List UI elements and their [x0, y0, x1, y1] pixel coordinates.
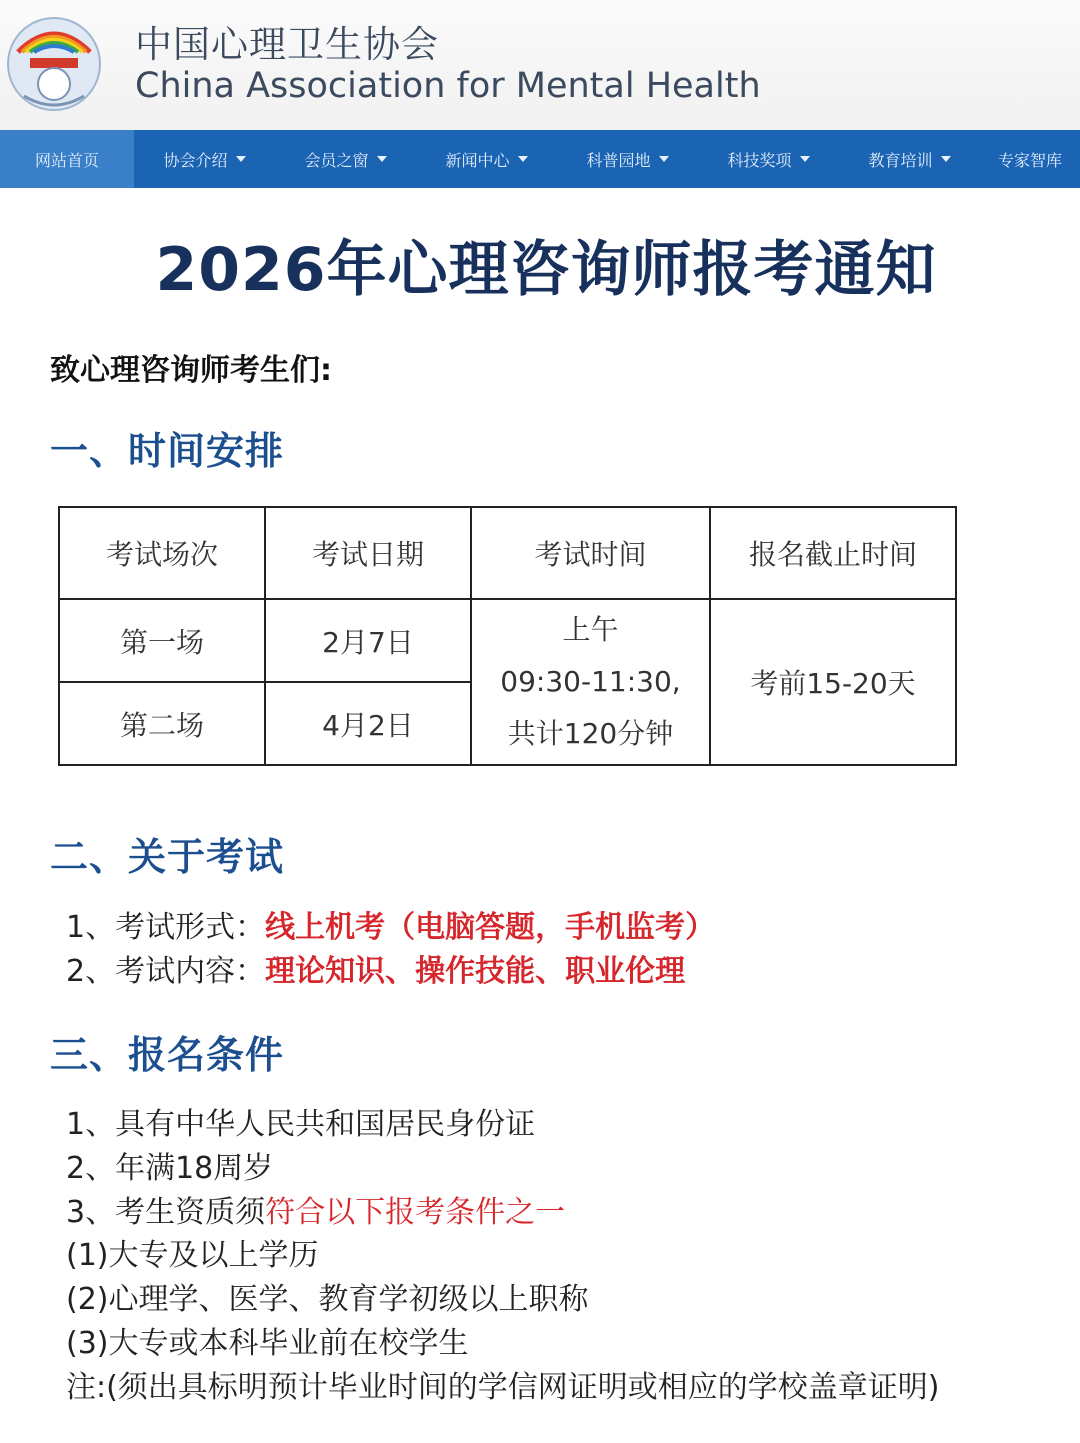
- nav-item-news[interactable]: [416, 130, 557, 188]
- nav-item-label: 专家智库: [997, 150, 1062, 170]
- column-header: 考试时间: [471, 507, 710, 599]
- nav-item-about[interactable]: [134, 130, 275, 188]
- exam-time-line: 共计120分钟: [507, 717, 674, 750]
- list-item: 2、年满18周岁: [66, 1151, 274, 1186]
- item-value: 线上机考（电脑答题，手机监考）: [265, 910, 716, 945]
- table-header-row: [59, 507, 956, 599]
- nav-item-science[interactable]: [557, 130, 698, 188]
- page-title: 2026年心理咨询师报考通知: [155, 235, 937, 305]
- chevron-down-icon: [941, 156, 951, 162]
- org-name-en: China Association for Mental Health: [135, 66, 761, 106]
- chevron-down-icon: [659, 156, 669, 162]
- item-label: 3、考生资质须: [66, 1195, 266, 1230]
- nav-item-label: 网站首页: [34, 150, 99, 170]
- section-heading-requirements: 三、报名条件: [50, 1033, 285, 1077]
- nav-item-label: 协会介绍: [163, 150, 228, 170]
- association-emblem-icon[interactable]: [4, 12, 104, 116]
- nav-item-experts[interactable]: [980, 130, 1080, 188]
- column-header: 报名截止时间: [710, 507, 956, 599]
- nav-item-label: 新闻中心: [445, 150, 510, 170]
- greeting: 致心理咨询师考生们:: [50, 353, 332, 388]
- section-heading-exam: 二、关于考试: [50, 835, 285, 879]
- list-item: [66, 906, 715, 950]
- list-item: (1)大专及以上学历: [66, 1238, 319, 1273]
- list-item: (3)大专或本科毕业前在校学生: [66, 1326, 469, 1361]
- item-value: 理论知识、操作技能、职业伦理: [265, 954, 686, 989]
- exam-time-line: 09:30-11:30,: [500, 665, 681, 698]
- session-cell: 第二场: [59, 682, 265, 765]
- exam-info-list: [66, 906, 715, 994]
- list-item: (2)心理学、医学、教育学初级以上职称: [66, 1282, 589, 1317]
- site-header: [0, 0, 1080, 130]
- item-label: 1、考试形式：: [66, 910, 266, 945]
- qualification-list: [66, 1234, 940, 1410]
- chevron-down-icon: [377, 156, 387, 162]
- item-highlight: 符合以下报考条件之一: [265, 1195, 566, 1230]
- deadline-cell: 考前15-20天: [710, 599, 956, 765]
- list-item: [66, 1191, 565, 1235]
- exam-time-cell: [471, 599, 710, 765]
- column-header: 考试场次: [59, 507, 265, 599]
- column-header: 考试日期: [265, 507, 471, 599]
- chevron-down-icon: [518, 156, 528, 162]
- list-item: [66, 950, 715, 994]
- requirements-list: [66, 1103, 565, 1235]
- nav-item-awards[interactable]: [698, 130, 839, 188]
- nav-item-label: 会员之窗: [304, 150, 369, 170]
- table-row: [59, 599, 956, 682]
- nav-item-label: 教育培训: [868, 150, 933, 170]
- item-label: 2、考试内容：: [66, 954, 266, 989]
- main-nav: [0, 130, 1080, 188]
- chevron-down-icon: [236, 156, 246, 162]
- exam-time-line: 上午: [562, 613, 619, 646]
- schedule-table: [58, 506, 957, 766]
- note-text: 注:(须出具标明预计毕业时间的学信网证明或相应的学校盖章证明): [66, 1370, 940, 1405]
- section-heading-schedule: 一、时间安排: [50, 429, 285, 473]
- nav-item-label: 科技奖项: [727, 150, 792, 170]
- date-cell: 2月7日: [265, 599, 471, 682]
- list-item: 1、具有中华人民共和国居民身份证: [66, 1107, 536, 1142]
- org-name-cn: 中国心理卫生协会: [135, 23, 439, 66]
- nav-item-training[interactable]: [839, 130, 980, 188]
- nav-item-members[interactable]: [275, 130, 416, 188]
- chevron-down-icon: [800, 156, 810, 162]
- nav-item-label: 科普园地: [586, 150, 651, 170]
- date-cell: 4月2日: [265, 682, 471, 765]
- session-cell: 第一场: [59, 599, 265, 682]
- nav-item-home[interactable]: [0, 130, 134, 188]
